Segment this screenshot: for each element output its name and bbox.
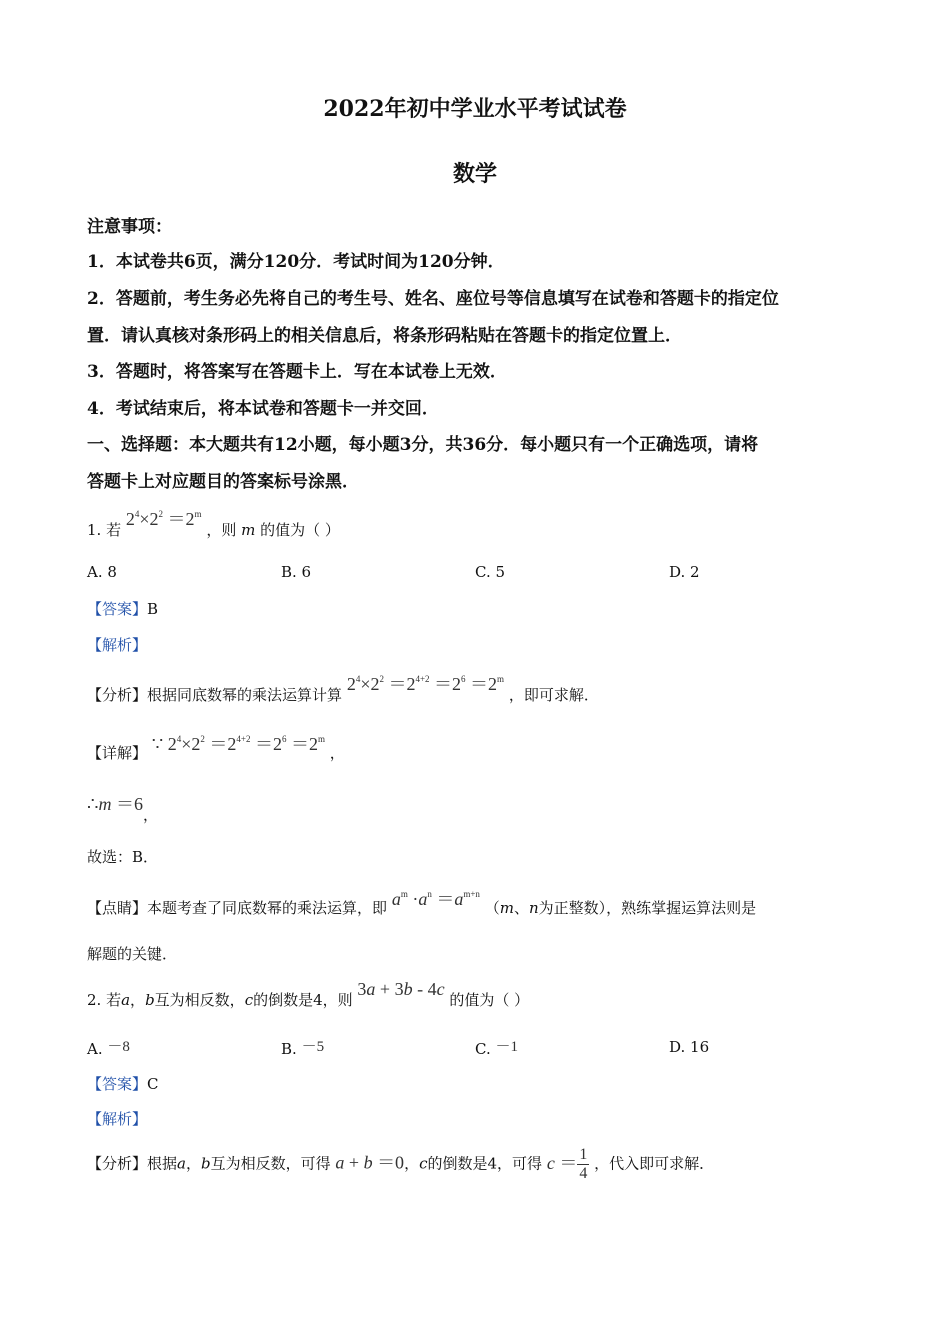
q2-analysis-tag: 【解析】 <box>87 1110 148 1128</box>
q1-detail-formula: ∵ $2^4\times 2^2 =2^{4+2} =2^6 =2^m$ <box>151 734 325 754</box>
subject-title: 数学 <box>452 161 497 187</box>
q1-therefore: ∴m ＝6， <box>87 794 158 824</box>
q2-fenxi: 【分析】根据a，b互为相反数，可得 a + b ＝0，c的倒数是4，可得 c ＝ $\frac{1}{4}$ ，代入即可求解． <box>87 1146 715 1182</box>
q1-stem: 1. 若 $2^4\times 2^2 =2^m$ ，则 m 的值为（ ） <box>87 509 340 539</box>
notice-item-1: 1．本试卷共6页，满分120分．考试时间为120分钟． <box>87 252 505 272</box>
q1-option-b: B. 6 <box>281 563 312 581</box>
section-heading: 一、选择题：本大题共有12小题，每小题3分，共36分．每小题只有一个正确选项，请将 <box>87 435 759 455</box>
q1-fenxi-formula: $2^4\times 2^2 =2^{4+2} =2^6 =2^m$ <box>346 674 505 694</box>
q1-fenxi: 【分析】根据同底数幂的乘法运算计算 $2^4\times 2^2 =2^{4+2} =2^6 =2^m$ ，即可求解． <box>87 674 599 704</box>
q1-comment-formula: $a^m \cdot a^n =a^{m+n}$ <box>391 889 480 909</box>
page-title: 2022年初中学业水平考试试卷 <box>323 96 627 122</box>
q1-formula: $2^4\times 2^2 =2^m$ <box>125 509 202 529</box>
notice-heading: 注意事项： <box>87 217 172 237</box>
q1-analysis-tag: 【解析】 <box>87 636 148 654</box>
q2-option-c: C. －1 <box>475 1039 519 1058</box>
section-heading-cont: 答题卡上对应题目的答案标号涂黑． <box>87 472 359 492</box>
q1-option-a: A. 8 <box>87 563 117 581</box>
q2-fenxi-formula-1: a + b ＝0 <box>335 1152 405 1173</box>
q2-option-a: A. －8 <box>87 1039 130 1058</box>
q1-option-c: C. 5 <box>475 563 506 581</box>
q1-comment: 【点睛】本题考查了同底数幂的乘法运算，即 $a^m \cdot a^n =a^{m+n}$ （m、n为正整数），熟练掌握运算法则是 <box>87 889 757 917</box>
notice-item-3: 3．答题时，将答案写在答题卡上．写在本试卷上无效． <box>87 362 507 382</box>
q1-answer: 【答案】B <box>87 600 159 618</box>
q1-detail: 【详解】 ∵ $2^4\times 2^2 =2^{4+2} =2^6 =2^m$ ， <box>87 734 345 762</box>
q2-option-d: D. 16 <box>669 1038 710 1056</box>
notice-item-4: 4．考试结束后，将本试卷和答题卡一并交回． <box>87 399 439 419</box>
q1-comment-cont: 解题的关键． <box>87 945 178 963</box>
q2-formula: 3a + 3b - 4c <box>357 979 445 999</box>
q1-choose: 故选：B． <box>87 848 159 866</box>
q1-option-d: D. 2 <box>669 563 700 581</box>
q2-option-b: B. －5 <box>281 1039 325 1058</box>
q1-therefore-formula: ∴m ＝6 <box>87 794 143 814</box>
q2-fenxi-formula-2: c ＝ $\frac{1}{4}$ <box>546 1146 588 1182</box>
q2-stem: 2. 若a，b互为相反数，c的倒数是4，则 3a + 3b - 4c 的值为（ ） <box>87 979 530 1009</box>
notice-item-2: 2．答题前，考生务必先将自己的考生号、姓名、座位号等信息填写在试卷和答题卡的指定位 <box>87 289 779 309</box>
q2-answer: 【答案】C <box>87 1075 159 1093</box>
notice-item-2-cont: 置．请认真核对条形码上的相关信息后，将条形码粘贴在答题卡的指定位置上． <box>87 326 682 346</box>
